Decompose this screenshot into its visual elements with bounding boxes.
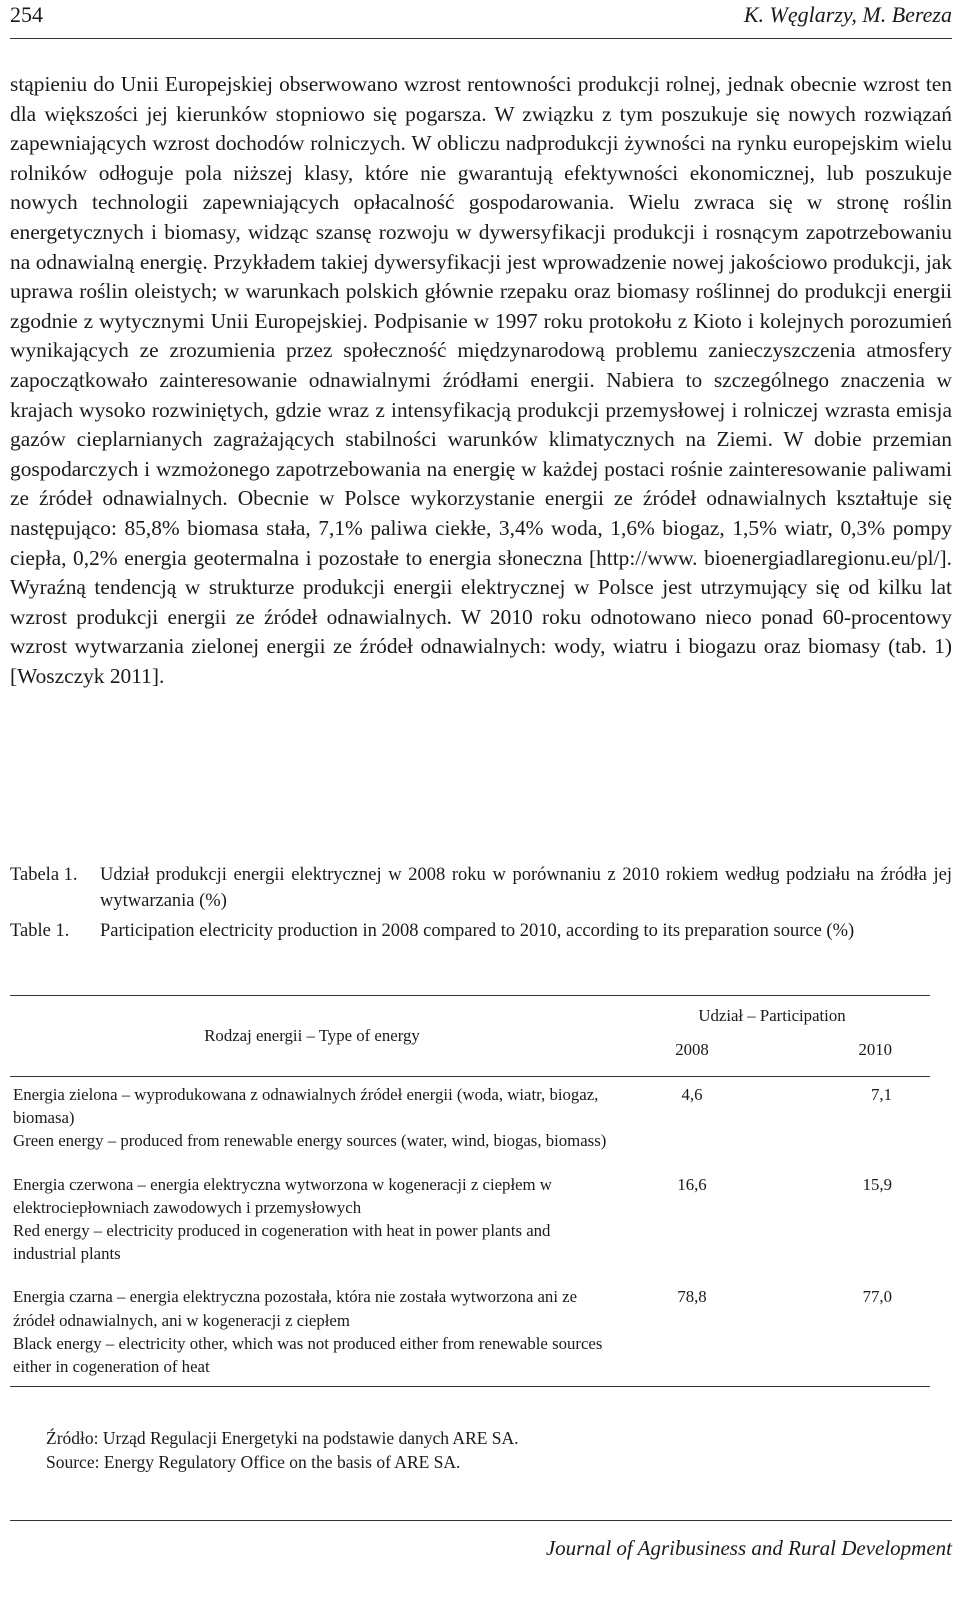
row-text-en: Green energy – produced from renewable energy sources (water, wind, biogas, biomass)	[13, 1131, 607, 1151]
row-description	[10, 1077, 614, 1173]
page-number: 254	[10, 2, 43, 27]
journal-name: Journal of Agribusiness and Rural Development	[545, 1536, 952, 1560]
row-description	[10, 1285, 614, 1386]
value-2010: 77,0	[862, 1287, 892, 1307]
value-2008: 16,6	[677, 1174, 707, 1194]
header-participation: Udział – Participation	[698, 1006, 846, 1025]
caption-english	[10, 918, 952, 944]
row-text-en: Black energy – electricity other, which was not produced either from renewable sources either in cogeneration of heat	[13, 1333, 603, 1377]
table-row	[10, 1077, 930, 1173]
footer-rule	[10, 1520, 952, 1521]
value-2010: 7,1	[871, 1085, 892, 1104]
table-captions	[10, 862, 952, 948]
header-year-2008: 2008	[675, 1040, 709, 1060]
body-paragraph: stąpieniu do Unii Europejskiej obserwowano wzrost rentowności produkcji rolnej, jednak obecnie wzrost ten dla większości jej kierunków stopniowo się pogarsza. W związku z tym poszukuje się nowych rozwiązań zapewniających wzrost dochodów rolniczych. W obliczu nadprodukcji żywności na rynku europejskim wielu rolników odłoguje pola niższej klasy, które nie gwarantują efektywności ekonomicznej, lub poszukuje nowych technologii zapewniających opłacalność gospodarowania. Wielu zwraca się w stronę roślin energetycznych i biomasy, widząc szansę rozwoju w dywersyfikacji produkcji i rosnącym zapotrzebowaniu na odnawialną energię. Przykładem takiej dywersyfikacji jest wprowadzenie nowej jakościowo produkcji, jak uprawa roślin oleistych; w warunkach polskich głównie rzepaku oraz biomasy roślinnej do produkcji energii zgodnie z wytycznymi Unii Europejskiej. Podpisanie w 1997 roku protokołu z Kioto i kolejnych porozumień wynikających ze zrozumienia przez społeczność międzynarodową problemu zanieczyszczenia atmosfery zapoczątkowało zainteresowanie odnawialnymi źródłami energii. Nabiera to szczególnego znaczenia w krajach wysoko rozwiniętych, gdzie wraz z intensyfikacją produkcji przemysłowej i rolniczej wzrasta emisja gazów cieplarnianych zagrażających stabilności warunków klimatycznych na Ziemi. W dobie przemian gospodarczych i wzmożonego zapotrzebowania na energię w każdej postaci rośnie zainteresowanie paliwami ze źródeł odnawialnych. Obecnie w Polsce wykorzystanie energii ze źródeł odnawialnych kształtuje się następująco: 85,8% biomasa stała, 7,1% paliwa ciekłe, 3,4% woda, 1,6% biogaz, 1,5% wiatr, 0,3% pompy ciepła, 0,2% energia geotermalna i pozostałe to energia słoneczna [http://www. bioenergiadlaregionu.eu/pl/]. Wyraźną tendencją w strukturze produkcji energii elektrycznej w Polsce jest utrzymujący się od kilku lat wzrost produkcji energii ze źródeł odnawialnych. W 2010 roku odnotowano nieco ponad 60-procentowy wzrost wytwarzania zielonej energii ze źródeł odnawialnych: wody, wiatru i biogazu oraz biomasy (tab. 1) [Woszczyk 2011].	[10, 72, 952, 688]
caption-label-en: Table 1.	[10, 921, 70, 941]
page-header	[10, 2, 952, 36]
header-rule	[10, 38, 952, 39]
caption-polish	[10, 862, 952, 914]
caption-text-pl: Udział produkcji energii elektrycznej w 2008 roku w porównaniu z 2010 rokiem według podziału na źródła jej wytwarzania (%)	[100, 865, 952, 911]
value-2008: 78,8	[677, 1287, 707, 1307]
energy-table	[10, 995, 930, 1387]
table-row	[10, 1173, 930, 1286]
row-text-pl: Energia zielona – wyprodukowana z odnawialnych źródeł energii (woda, wiatr, biogaz, biomasa)	[13, 1085, 599, 1128]
table-row	[10, 1285, 930, 1386]
running-title: K. Węglarzy, M. Bereza	[743, 2, 952, 27]
row-text-pl: Energia czerwona – energia elektryczna wytworzona w kogeneracji z ciepłem w elektrociepłowniach zawodowych i przemysłowych	[13, 1174, 552, 1217]
row-text-en: Red energy – electricity produced in cogeneration with heat in power plants and industrial plants	[13, 1221, 551, 1264]
source-en: Source: Energy Regulatory Office on the basis of ARE SA.	[46, 1452, 461, 1472]
source-pl: Źródło: Urząd Regulacji Energetyki na podstawie danych ARE SA.	[46, 1428, 519, 1448]
caption-label-pl: Tabela 1.	[10, 865, 78, 885]
header-energy-type: Rodzaj energii – Type of energy	[204, 1026, 420, 1046]
row-text-pl: Energia czarna – energia elektryczna pozostała, która nie została wytworzona ani ze źródeł odnawialnych, ani w kogeneracji z ciepłem	[13, 1287, 578, 1330]
value-2010: 15,9	[862, 1174, 892, 1194]
row-description	[10, 1173, 614, 1286]
caption-text-en: Participation electricity production in 2008 compared to 2010, according to its preparation source (%)	[100, 921, 855, 941]
header-year-2010: 2010	[858, 1040, 892, 1060]
table-source	[46, 1426, 519, 1474]
value-2008: 4,6	[681, 1085, 703, 1104]
